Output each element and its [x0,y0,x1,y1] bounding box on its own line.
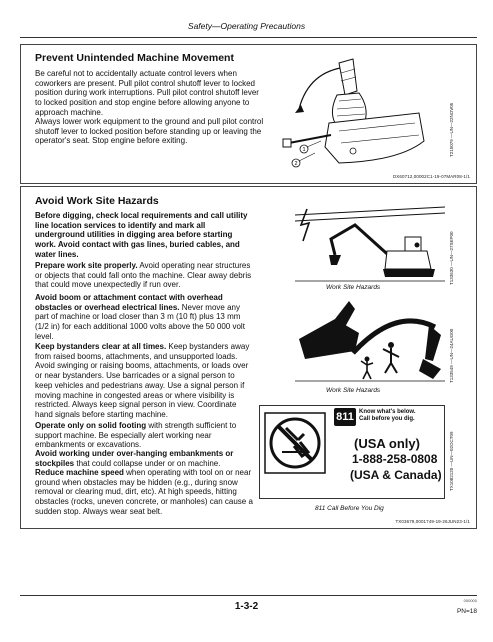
overhead-lines-hazard-illustration [295,201,445,283]
paragraph [35,421,253,450]
section-avoid-work-site-hazards [20,186,477,529]
header-rule [20,37,477,38]
callout-2: 2 [294,161,298,167]
call-before-you-dig-sign [259,405,445,499]
paragraph [35,261,253,290]
page-header: Safety—Operating Precautions [187,21,306,31]
paragraph-text: that could collapse under or on machine. [74,458,221,468]
reference-code: TX03679,0001749-19-26JUN23-1/1 [395,519,470,524]
callout-1: 1 [302,147,306,153]
paragraph-text: with strength sufficient to support machine. Be especially alert working near embankments or excavations. [35,421,237,450]
paragraph [35,342,253,420]
usa-only-label: (USA only) [354,436,420,451]
figure-code: T133630 —UN—27SEP00 [449,231,454,285]
section-title: Avoid Work Site Hazards [35,195,159,207]
dig-tagline [359,409,416,423]
811-badge: 811 [334,408,356,426]
reference-code: DX60712,00002C1-19-07MAR08-1/1 [392,174,470,179]
paragraph-bold: Avoid boom or attachment contact with overhead obstacles or overhead electrical lines. [35,293,223,312]
phone-number: 1-888-258-0808 [352,452,438,466]
paragraph-text: when operating with tool on or near ground when obstacles may be hidden (e.g., during snow removal or clearing mud, dirt, etc). At high speeds, hitting obstacles (rocks, uneven concrete, or manholes) can cause a sudden stop. Always wear seat belt. [35,468,253,516]
paragraph-bold: Keep bystanders clear at all times. [35,342,167,351]
paragraph [35,449,253,468]
control-lever-illustration [269,51,429,171]
paragraph-bold: Operate only on solid footing [35,421,147,430]
paragraph-text: Never move any part of machine or load closer than 3 m (10 ft) plus 13 mm (1/2 in) for each additional 1000 volts above the 50 000 volt level. [35,302,245,341]
footer-code: 000000 [463,598,477,603]
paragraph: Always lower work equipment to the ground and pull pilot control shutoff lever to locked position before standing up or leaving the operator's seat. Stop engine before exiting. [35,117,264,146]
paragraph [35,468,253,517]
figure-code: TX1082120 —UN—02OCT09 [449,431,454,491]
paragraph-bold: Before digging, check local requirements and call utility line location services to identify and mark all underground utilities in digging area before starting work. Avoid contact with gas lines, buried cables, and water lines. [35,211,248,259]
section-title: Prevent Unintended Machine Movement [35,52,234,64]
paragraph-bold: Prepare work site properly. [35,261,138,270]
figure-caption: Work Site Hazards [326,387,381,394]
dig-tagline-line2: Call before you dig. [359,416,415,422]
usa-canada-label: (USA & Canada) [350,468,442,482]
figure-code: T215079 —UN—22NOV05 [449,102,454,157]
dig-tagline-line1: Know what's below. [359,409,416,415]
footer-pn: PN=18 [456,608,477,615]
no-digging-icon [264,412,326,474]
paragraph [35,211,253,260]
figure-caption: Work Site Hazards [326,284,381,291]
paragraph-text: Keep bystanders away from raised booms, attachments, and unsupported loads. Avoid swinging or raising booms, attachments, or loads over or near bystanders. Use barricades or a signal person to keep vehicles and pedestrians away. Use a signal person if moving machine in congested areas or where visibility is restricted. Always keep signal person in view. Coordinate hand signals before starting machine. [35,342,250,419]
page-number: 1-3-2 [234,601,259,612]
bystanders-hazard-illustration [295,299,445,383]
figure-caption: 811 Call Before You Dig [315,505,384,512]
paragraph-text: Avoid operating near structures or objects that could fall onto the machine. Clear away debris that could move unexpectedly if run over. [35,261,252,290]
footer-rule [20,595,477,596]
paragraph [35,293,253,342]
paragraph-bold: Avoid working under over-hanging embankments or stockpiles [35,449,234,468]
figure-code: T133549 —UN—24AUG00 [449,328,454,383]
paragraph: Be careful not to accidentally actuate control levers when coworkers are present. Pull pilot control shutoff lever to locked position during work interruptions. Pull pilot control shutoff lever to locked position and stop engine before allowing anyone to approach machine. [35,69,259,117]
paragraph-bold: Reduce machine speed [35,468,124,477]
section-prevent-unintended-movement [20,44,477,184]
